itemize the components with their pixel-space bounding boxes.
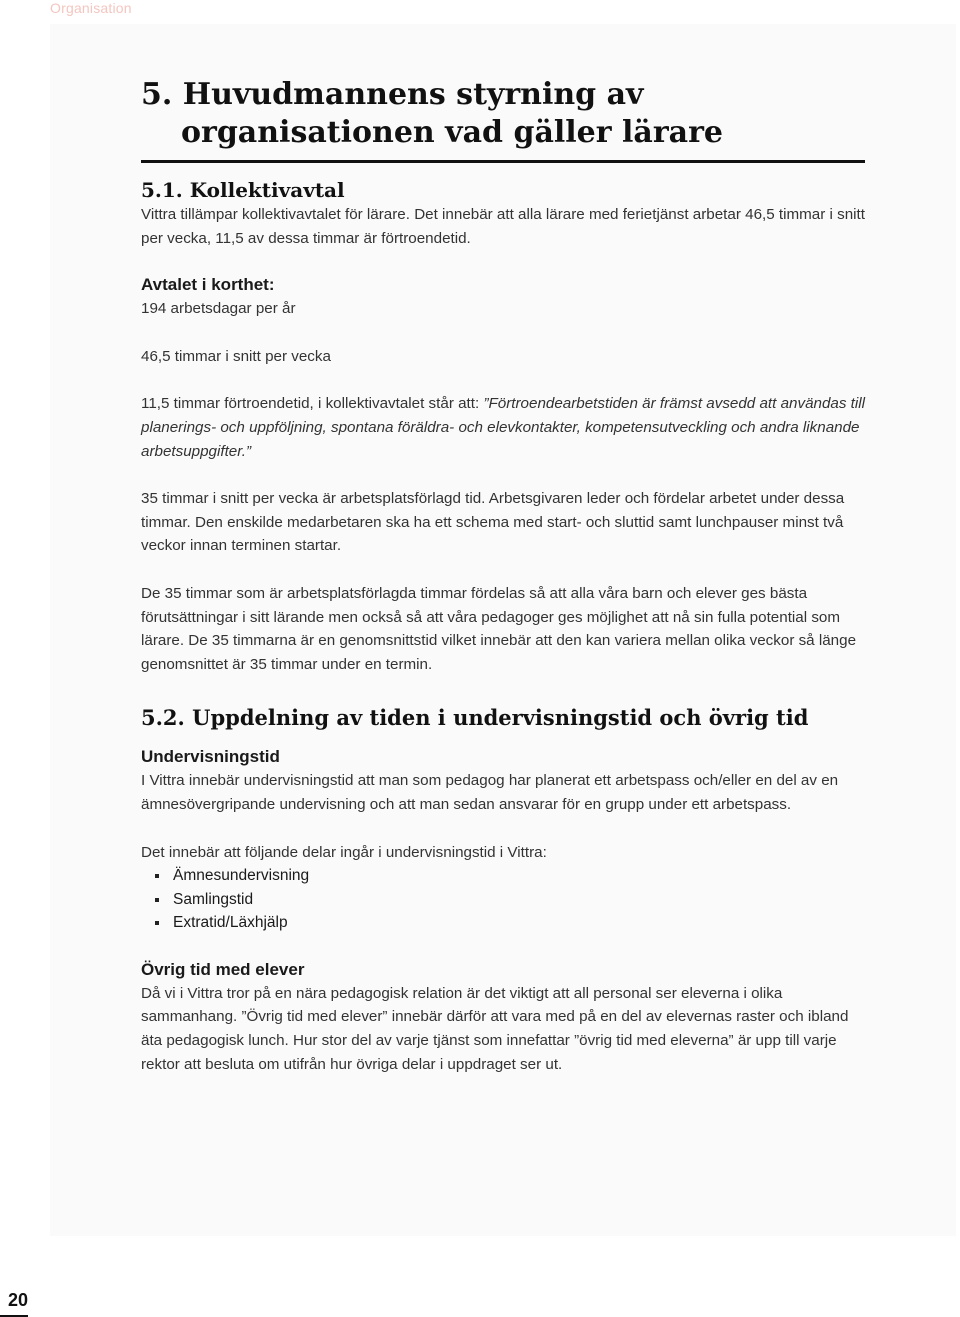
running-header-section-label: Organisation bbox=[50, 0, 132, 16]
hours-distribution-paragraph: De 35 timmar som är arbetsplatsförlagda timmar fördelas så att alla våra barn och elever ges bästa förutsättningar i sitt lärande men också så att våra pedagoger ges möjlighet att nå sin fulla potential som lärare. De 35 timmarna är en genomsnittstid vilket innebär att den kan variera mellan olika veckor så länge genomsnittet är 35 timmar under en termin. bbox=[141, 584, 857, 673]
chapter-title-rule bbox=[141, 160, 865, 163]
other-time-heading: Övrig tid med elever bbox=[141, 959, 305, 979]
section-5-1-intro: Vittra tillämpar kollektivavtalet för lärare. Det innebär att alla lärare med ferietjänst arbetar 46,5 timmar i snitt per vecka, 11,5 av dessa timmar är förtroendetid. bbox=[141, 206, 865, 247]
chapter-title: 5. Huvudmannens styrning av organisationen vad gäller lärare bbox=[141, 77, 723, 150]
list-item: Samlingstid bbox=[141, 888, 865, 912]
teaching-time-heading: Undervisningstid bbox=[141, 747, 280, 767]
teaching-includes-list bbox=[141, 864, 865, 935]
agreement-item-days: 194 arbetsdagar per år bbox=[141, 300, 296, 318]
list-item: Ämnesundervisning bbox=[141, 864, 865, 888]
section-5-2-heading: 5.2. Uppdelning av tiden i undervisningstid och övrig tid bbox=[141, 705, 809, 731]
teaching-time-paragraph: I Vittra innebär undervisningstid att man som pedagog har planerat ett arbetspass och/eller en del av en ämnesövergripande undervisning och att man sedan ansvarar för en grupp under ett arbetspass. bbox=[141, 772, 839, 813]
section-5-1-heading: 5.1. Kollektivavtal bbox=[141, 178, 345, 202]
trust-time-quote: ”Förtroendearbetstiden är främst avsedd att användas till planerings- och uppföljning, spontana föräldra- och elevkontakter, kompetensutveckling och andra liknande arbetsuppgifter.” bbox=[141, 395, 866, 460]
agreement-item-trust-time bbox=[141, 392, 865, 463]
agreement-summary-heading: Avtalet i korthet: bbox=[141, 275, 275, 295]
page-number: 20 bbox=[7, 1290, 28, 1310]
trust-time-lead: 11,5 timmar förtroendetid, i kollektivavtalet står att: bbox=[141, 395, 484, 413]
page-content bbox=[141, 76, 865, 1076]
teaching-includes-intro: Det innebär att följande delar ingår i undervisningstid i Vittra: bbox=[141, 843, 547, 861]
agreement-item-hours: 46,5 timmar i snitt per vecka bbox=[141, 347, 331, 365]
other-time-paragraph: Då vi i Vittra tror på en nära pedagogisk relation är det viktigt att all personal ser eleverna i olika sammanhang. ”Övrig tid med elever” innebär därför att vara med på en del av elevernas raster och ibland äta pedagogisk lunch. Hur stor del av varje tjänst som innefattar ”övrig tid med eleverna” är upp till varje rektor att besluta om utifrån hur övriga delar i uppdraget ser ut. bbox=[141, 984, 849, 1073]
agreement-item-workplace-hours: 35 timmar i snitt per vecka är arbetsplatsförlagd tid. Arbetsgivaren leder och fördelar arbetet under dessa timmar. Den enskilde medarbetaren ska ha ett schema med start- och sluttid samt lunchpauser minst två veckor innan terminen startar. bbox=[141, 490, 845, 555]
list-item: Extratid/Läxhjälp bbox=[141, 911, 865, 935]
